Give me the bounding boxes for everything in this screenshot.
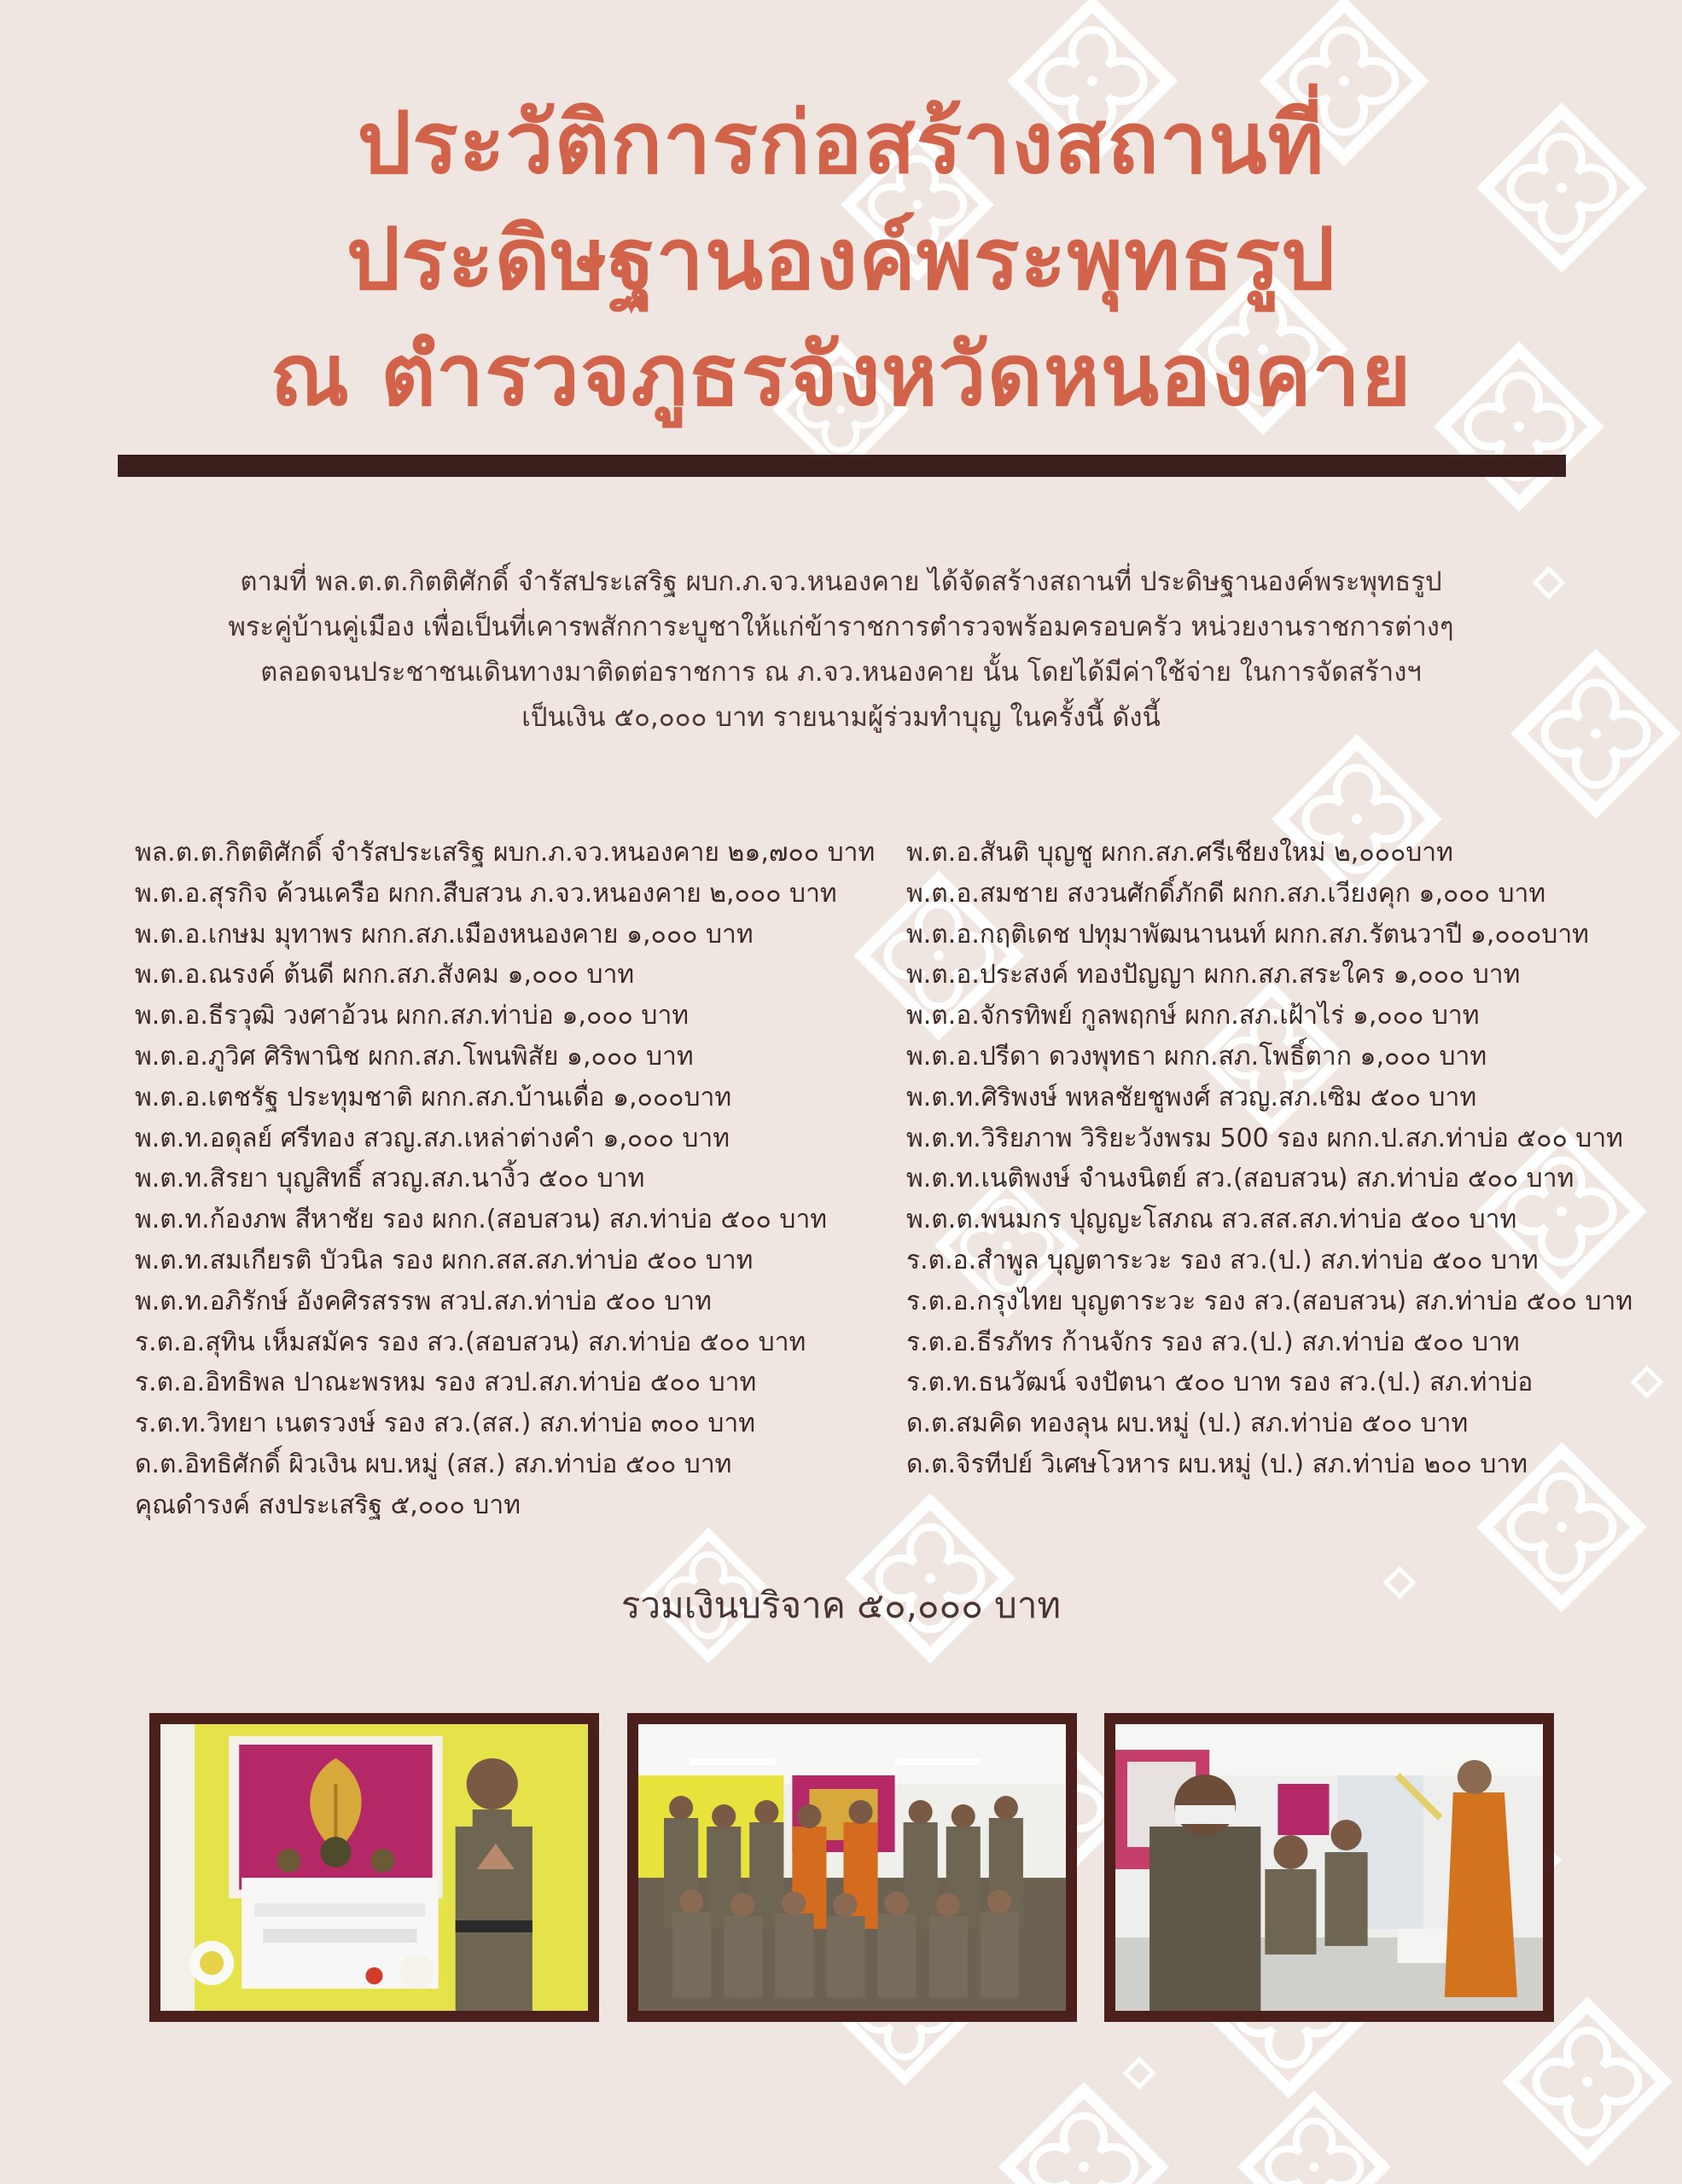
photo-shrine-officer	[160, 1724, 588, 2011]
donor-item: พ.ต.ท.อภิรักษ์ อังคศิรสรรพ สวป.สภ.ท่าบ่อ ๕๐๐ บาท	[135, 1286, 712, 1316]
donor-item: ร.ต.อ.กรุงไทย บุญตาระวะ รอง สว.(สอบสวน) สภ.ท่าบ่อ ๕๐๐ บาท	[906, 1286, 1633, 1316]
donor-item: พล.ต.ต.กิตติศักดิ์ จำรัสประเสริฐ ผบก.ภ.จว.หนองคาย ๒๑,๗๐๐ บาท	[135, 838, 876, 868]
donor-item: พ.ต.อ.ประสงค์ ทองปัญญา ผกก.สภ.สระใคร ๑,๐๐๐ บาท	[906, 960, 1521, 990]
donor-item: ร.ต.อ.สุทิน เห็มสมัคร รอง สว.(สอบสวน) สภ.ท่าบ่อ ๕๐๐ บาท	[135, 1327, 806, 1357]
donor-item: ร.ต.ท.วิทยา เนตรวงษ์ รอง สว.(สส.) สภ.ท่าบ่อ ๓๐๐ บาท	[135, 1409, 756, 1439]
title-line-2: ประดิษฐานองค์พระพุทธรูป	[346, 209, 1336, 309]
donor-item: พ.ต.อ.กฤติเดช ปทุมาพัฒนานนท์ ผกก.สภ.รัตนวาปี ๑,๐๐๐บาท	[906, 919, 1589, 950]
donor-item: ร.ต.อ.อิทธิพล ปาณะพรหม รอง สวป.สภ.ท่าบ่อ ๕๐๐ บาท	[135, 1368, 757, 1398]
title-line-3: ณ ตำรวจภูธรจังหวัดหนองคาย	[270, 325, 1412, 425]
donor-item: พ.ต.ท.ศิริพงษ์ พหลชัยชูพงศ์ สวญ.สภ.เซิม ๕๐๐ บาท	[906, 1082, 1477, 1112]
donor-item: พ.ต.อ.สันติ บุญชู ผกก.สภ.ศรีเชียงใหม่ ๒,๐๐๐บาท	[906, 838, 1453, 868]
donor-item: พ.ต.ท.สมเกียรติ บัวนิล รอง ผกก.สส.สภ.ท่าบ่อ ๕๐๐ บาท	[135, 1245, 754, 1275]
donor-item: พ.ต.อ.ปรีดา ดวงพุทธา ผกก.สภ.โพธิ์ตาก ๑,๐๐๐ บาท	[906, 1041, 1487, 1072]
donor-item: พ.ต.ท.วิริยภาพ วิริยะวังพรม 500 รอง ผกก.ป.สภ.ท่าบ่อ ๕๐๐ บาท	[906, 1123, 1623, 1153]
donor-item: ด.ต.สมคิด ทองลุน ผบ.หมู่ (ป.) สภ.ท่าบ่อ ๕๐๐ บาท	[906, 1409, 1469, 1439]
donor-item: พ.ต.ท.ก้องภพ สีหาชัย รอง ผกก.(สอบสวน) สภ.ท่าบ่อ ๕๐๐ บาท	[135, 1205, 828, 1235]
donor-list-left	[135, 833, 903, 1526]
donor-item: ร.ต.ท.ธนวัฒน์ จงปัตนา ๕๐๐ บาท รอง สว.(ป.) สภ.ท่าบ่อ	[906, 1368, 1534, 1398]
donor-list-right	[906, 833, 1657, 1485]
donor-item: พ.ต.อ.ธีรวุฒิ วงศาอ้วน ผกก.สภ.ท่าบ่อ ๑,๐๐๐ บาท	[135, 1001, 690, 1031]
donor-item: ด.ต.จิรทีปย์ วิเศษโวหาร ผบ.หมู่ (ป.) สภ.ท่าบ่อ ๒๐๐ บาท	[906, 1449, 1528, 1479]
donor-item: พ.ต.ท.อดุลย์ ศรีทอง สวญ.สภ.เหล่าต่างคำ ๑,๐๐๐ บาท	[135, 1123, 730, 1153]
page-title	[0, 85, 1682, 433]
donor-item: พ.ต.อ.สุรกิจ ค้วนเครือ ผกก.สืบสวน ภ.จว.หนองคาย ๒,๐๐๐ บาท	[135, 878, 837, 909]
intro-line-3: ตลอดจนประชาชนเดินทางมาติดต่อราชการ ณ ภ.จว.หนองคาย นั้น โดยได้มีค่าใช้จ่าย ในการจัดสร้างฯ	[260, 657, 1422, 688]
intro-line-1: ตามที่ พล.ต.ต.กิตติศักดิ์ จำรัสประเสริฐ ผบก.ภ.จว.หนองคาย ได้จัดสร้างสถานที่ ประดิษฐานองค์พระพุทธรูป	[240, 566, 1442, 597]
donor-item: คุณดำรงค์ สงประเสริฐ ๕,๐๐๐ บาท	[135, 1490, 521, 1520]
donor-item: พ.ต.อ.ภูวิศ ศิริพานิช ผกก.สภ.โพนพิสัย ๑,๐๐๐ บาท	[135, 1041, 694, 1072]
donor-item: พ.ต.อ.เตชรัฐ ประทุมชาติ ผกก.สภ.บ้านเดื่อ ๑,๐๐๐บาท	[135, 1082, 732, 1112]
donation-total: รวมเงินบริจาค ๕๐,๐๐๐ บาท	[620, 1584, 1062, 1626]
photo-monk-blessing	[1115, 1724, 1543, 2011]
donor-item: พ.ต.อ.สมชาย สงวนศักดิ์ภักดี ผกก.สภ.เวียงคุก ๑,๐๐๐ บาท	[906, 878, 1546, 909]
donor-item: พ.ต.ต.พนมกร ปุญญะโสภณ สว.สส.สภ.ท่าบ่อ ๕๐๐ บาท	[906, 1205, 1517, 1235]
donor-item: พ.ต.อ.ณรงค์ ต้นดี ผกก.สภ.สังคม ๑,๐๐๐ บาท	[135, 960, 635, 990]
donor-item: ร.ต.อ.สำพูล บุญตาระวะ รอง สว.(ป.) สภ.ท่าบ่อ ๕๐๐ บาท	[906, 1245, 1539, 1275]
donor-item: ด.ต.อิทธิศักดิ์ ผิวเงิน ผบ.หมู่ (สส.) สภ.ท่าบ่อ ๕๐๐ บาท	[135, 1449, 732, 1479]
intro-line-2: พระคู่บ้านคู่เมือง เพื่อเป็นที่เคารพสักการะบูชาให้แก่ข้าราชการตำรวจพร้อมครอบครัว หน่วยงานราชการต่างๆ	[228, 612, 1454, 642]
photo-group-ceremony	[638, 1724, 1066, 2011]
title-divider	[118, 455, 1566, 477]
title-line-1: ประวัติการก่อสร้างสถานที่	[357, 93, 1325, 193]
donor-item: พ.ต.ท.สิรยา บุญสิทธิ์ สวญ.สภ.นางิ้ว ๕๐๐ บาท	[135, 1164, 645, 1194]
intro-paragraph	[162, 560, 1520, 741]
photo-frame-2	[627, 1713, 1077, 2022]
donor-item: พ.ต.ท.เนติพงษ์ จำนงนิตย์ สว.(สอบสวน) สภ.ท่าบ่อ ๕๐๐ บาท	[906, 1164, 1574, 1194]
intro-line-4: เป็นเงิน ๕๐,๐๐๐ บาท รายนามผู้ร่วมทำบุญ ในครั้งนี้ ดังนี้	[521, 702, 1161, 733]
donor-item: ร.ต.อ.ธีรภัทร ก้านจักร รอง สว.(ป.) สภ.ท่าบ่อ ๕๐๐ บาท	[906, 1327, 1520, 1357]
donor-item: พ.ต.อ.จักรทิพย์ กูลพฤกษ์ ผกก.สภ.เฝ้าไร่ ๑,๐๐๐ บาท	[906, 1001, 1480, 1031]
photo-frame-3	[1104, 1713, 1554, 2022]
donor-item: พ.ต.อ.เกษม มุทาพร ผกก.สภ.เมืองหนองคาย ๑,๐๐๐ บาท	[135, 919, 754, 950]
photo-frame-1	[149, 1713, 599, 2022]
